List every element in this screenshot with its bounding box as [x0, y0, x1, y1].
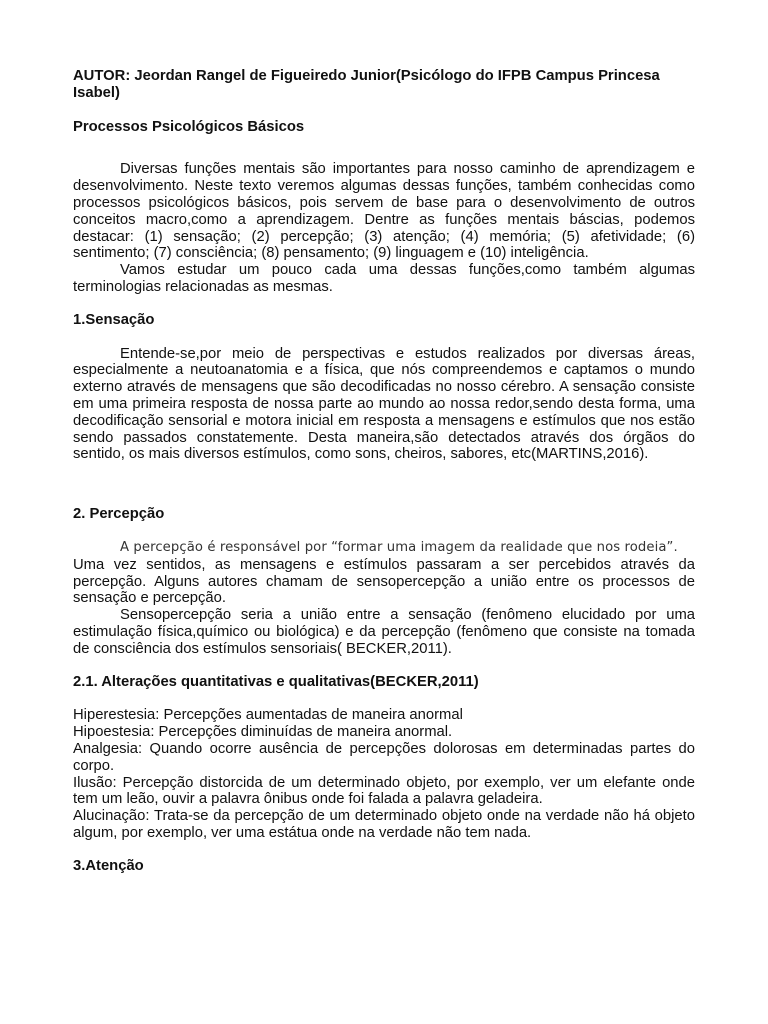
list-item: Ilusão: Percepção distorcida de um determinado objeto, por exemplo, ver um elefante onde tem um leão, ouvir a palavra ônibus onde foi falada a palavra geladeira. [73, 774, 695, 808]
section-heading-alteracoes: 2.1. Alterações quantitativas e qualitativas(BECKER,2011) [73, 673, 479, 690]
percepcao-section [73, 540, 695, 658]
alteracoes-list [73, 707, 695, 841]
list-item: Hipoestesia: Percepções diminuídas de maneira anormal. [73, 724, 453, 741]
list-item: Hiperestesia: Percepções aumentadas de maneira anormal [73, 707, 463, 724]
document-title: Processos Psicológicos Básicos [73, 118, 305, 135]
sensacao-section [73, 346, 695, 464]
intro-paragraph: Vamos estudar um pouco cada uma dessas funções,como também algumas terminologias relacionadas as mesmas. [73, 262, 695, 295]
list-item: Analgesia: Quando ocorre ausência de percepções dolorosas em determinadas partes do corpo. [73, 740, 695, 774]
section-heading-sensacao: 1.Sensação [73, 311, 155, 328]
intro-section [73, 161, 695, 295]
percepcao-quote: A percepção é responsável por “formar uma imagem da realidade que nos rodeia”. [120, 539, 678, 555]
section-heading-atencao: 3.Atenção [73, 857, 144, 874]
intro-paragraph: Diversas funções mentais são importantes para nosso caminho de aprendizagem e desenvolvimento. Neste texto veremos algumas dessas funções, também conhecidas como processos psicológicos básicos, pois servem de base para o desenvolvimento de outros conceitos macro,como a aprendizagem. Dentre as funções mentais báscias, podemos destacar: (1) sensação; (2) percepção; (3) atenção; (4) memória; (5) afetividade; (6) sentimento; (7) consciência; (8) pensamento; (9) linguagem e (10) inteligência. [73, 161, 695, 262]
percepcao-paragraph: Sensopercepção seria a união entre a sensação (fenômeno elucidado por uma estimulação física,químico ou biológica) e da percepção (fenômeno que consiste na tomada de consciência dos estímulos sensoriais( BECKER,2011). [73, 607, 695, 657]
sensacao-paragraph: Entende-se,por meio de perspectivas e estudos realizados por diversas áreas, especialmente a neutoanatomia e a física, que nós compreendemos e captamos o mundo externo através de mensagens que são decodificadas no nosso cérebro. A sensação consiste em uma primeira resposta de nossa parte ao mundo ao nossa redor,sendo desta forma, uma decodificação sensorial e motora inicial em resposta a mensagens e estímulos que nos estão sendo passados constatemente. Desta maneira,são detectados através dos órgãos do sentido, os mais diversos estímulos, como sons, cheiros, sabores, etc(MARTINS,2016). [73, 345, 695, 463]
section-heading-percepcao: 2. Percepção [73, 506, 165, 523]
author-line: AUTOR: Jeordan Rangel de Figueiredo Junior(Psicólogo do IFPB Campus Princesa Isabel) [73, 68, 660, 101]
list-item: Alucinação: Trata-se da percepção de um determinado objeto onde na verdade não há objeto algum, por exemplo, ver uma estátua onde na verdade não tem nada. [73, 808, 695, 841]
percepcao-paragraph: Uma vez sentidos, as mensagens e estímulos passaram a ser percebidos através da percepção. Alguns autores chamam de sensopercepção a união entre os processos de sensação e percepção. [73, 556, 695, 607]
